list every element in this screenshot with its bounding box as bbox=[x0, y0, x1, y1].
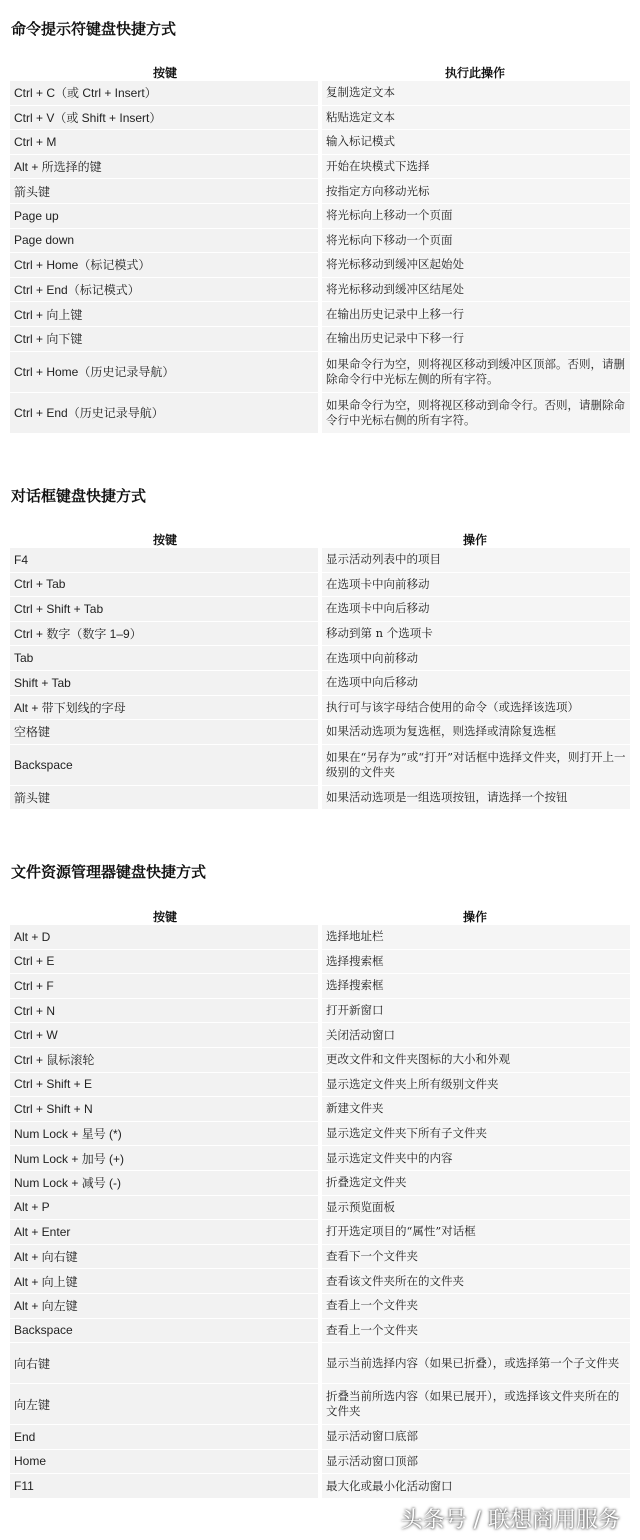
table-row bbox=[10, 154, 630, 179]
shortcut-action: 如果活动选项是一组选项按钮，请选择一个按钮 bbox=[320, 785, 630, 810]
shortcut-key: Home bbox=[10, 1449, 320, 1474]
table-row bbox=[10, 1097, 630, 1122]
shortcut-action: 在选项卡中向前移动 bbox=[320, 572, 630, 597]
table-row bbox=[10, 302, 630, 327]
table-row bbox=[10, 1047, 630, 1072]
table-row bbox=[10, 105, 630, 130]
shortcut-action: 开始在块模式下选择 bbox=[320, 154, 630, 179]
shortcut-key: Alt + P bbox=[10, 1195, 320, 1220]
shortcut-action: 显示选定文件夹中的内容 bbox=[320, 1146, 630, 1171]
section-title-dialog: 对话框键盘快捷方式 bbox=[11, 487, 147, 505]
header-action: 操作 bbox=[462, 533, 487, 547]
header-key: 按键 bbox=[152, 533, 177, 547]
shortcut-action: 选择搜索框 bbox=[320, 949, 630, 974]
shortcut-key: Ctrl + Shift + Tab bbox=[10, 597, 320, 622]
shortcut-key: Ctrl + W bbox=[10, 1023, 320, 1048]
shortcut-key: 向左键 bbox=[10, 1384, 320, 1425]
shortcut-action: 执行可与该字母结合使用的命令（或选择该选项） bbox=[320, 695, 630, 720]
table-row bbox=[10, 646, 630, 671]
shortcut-action: 将光标移动到缓冲区起始处 bbox=[320, 253, 630, 278]
shortcut-key: Ctrl + V（或 Shift + Insert） bbox=[10, 105, 320, 130]
table-row bbox=[10, 1474, 630, 1499]
shortcut-action: 在选项中向后移动 bbox=[320, 670, 630, 695]
shortcut-action: 在输出历史记录中下移一行 bbox=[320, 326, 630, 351]
shortcut-key: Ctrl + Tab bbox=[10, 572, 320, 597]
shortcut-action: 输入标记模式 bbox=[320, 130, 630, 155]
shortcut-action: 显示选定文件夹下所有子文件夹 bbox=[320, 1121, 630, 1146]
shortcut-key: Ctrl + M bbox=[10, 130, 320, 155]
shortcut-key: 箭头键 bbox=[10, 179, 320, 204]
shortcut-key: Alt + 向左键 bbox=[10, 1293, 320, 1318]
shortcut-key: Ctrl + N bbox=[10, 998, 320, 1023]
shortcut-key: Alt + 带下划线的字母 bbox=[10, 695, 320, 720]
shortcut-action: 打开新窗口 bbox=[320, 998, 630, 1023]
table-row bbox=[10, 1293, 630, 1318]
shortcut-key: Ctrl + 数字（数字 1–9） bbox=[10, 621, 320, 646]
header-key: 按键 bbox=[152, 910, 177, 924]
shortcut-action: 查看上一个文件夹 bbox=[320, 1293, 630, 1318]
table-row bbox=[10, 597, 630, 622]
shortcut-action: 显示活动窗口顶部 bbox=[320, 1449, 630, 1474]
table-row bbox=[10, 621, 630, 646]
watermark: 头条号 / 联想商用服务 bbox=[400, 1508, 620, 1533]
shortcut-action: 显示当前选择内容（如果已折叠），或选择第一个子文件夹 bbox=[320, 1343, 630, 1384]
table-row bbox=[10, 277, 630, 302]
table-row bbox=[10, 785, 630, 810]
table-row bbox=[10, 253, 630, 278]
table-row bbox=[10, 1343, 630, 1384]
shortcut-action: 显示预览面板 bbox=[320, 1195, 630, 1220]
shortcut-key: Num Lock + 减号 (-) bbox=[10, 1170, 320, 1195]
shortcut-action: 选择搜索框 bbox=[320, 974, 630, 999]
shortcut-action: 更改文件和文件夹图标的大小和外观 bbox=[320, 1047, 630, 1072]
shortcut-action: 将光标向下移动一个页面 bbox=[320, 228, 630, 253]
shortcut-action: 折叠选定文件夹 bbox=[320, 1170, 630, 1195]
shortcut-action: 显示选定文件夹上所有级别文件夹 bbox=[320, 1072, 630, 1097]
shortcut-key: Ctrl + 向下键 bbox=[10, 326, 320, 351]
shortcut-action: 显示活动窗口底部 bbox=[320, 1425, 630, 1450]
table-row bbox=[10, 974, 630, 999]
table-header-row bbox=[10, 528, 630, 548]
table-row bbox=[10, 1318, 630, 1343]
shortcut-key: Num Lock + 星号 (*) bbox=[10, 1121, 320, 1146]
shortcut-key: Ctrl + F bbox=[10, 974, 320, 999]
shortcut-key: 向右键 bbox=[10, 1343, 320, 1384]
shortcut-table-explorer bbox=[10, 905, 630, 1499]
shortcut-key: 箭头键 bbox=[10, 785, 320, 810]
table-row bbox=[10, 1121, 630, 1146]
table-row bbox=[10, 572, 630, 597]
shortcut-key: F4 bbox=[10, 548, 320, 572]
shortcut-action: 显示活动列表中的项目 bbox=[320, 548, 630, 572]
shortcut-key: Shift + Tab bbox=[10, 670, 320, 695]
shortcut-action: 查看下一个文件夹 bbox=[320, 1244, 630, 1269]
table-row bbox=[10, 548, 630, 572]
shortcut-action: 新建文件夹 bbox=[320, 1097, 630, 1122]
shortcut-action: 如果命令行为空，则将视区移动到缓冲区顶部。否则，请删除命令行中光标左侧的所有字符。 bbox=[320, 351, 630, 392]
shortcut-key: Alt + Enter bbox=[10, 1220, 320, 1245]
shortcut-action: 折叠当前所选内容（如果已展开），或选择该文件夹所在的文件夹 bbox=[320, 1384, 630, 1425]
shortcut-key: Alt + 向上键 bbox=[10, 1269, 320, 1294]
table-row bbox=[10, 130, 630, 155]
shortcut-action: 移动到第 n 个选项卡 bbox=[320, 621, 630, 646]
table-row bbox=[10, 949, 630, 974]
table-row bbox=[10, 1072, 630, 1097]
table-row bbox=[10, 925, 630, 949]
shortcut-key: Ctrl + 鼠标滚轮 bbox=[10, 1047, 320, 1072]
header-action: 执行此操作 bbox=[444, 66, 505, 80]
shortcut-key: Ctrl + E bbox=[10, 949, 320, 974]
shortcut-key: Ctrl + Home（历史记录导航） bbox=[10, 351, 320, 392]
table-header-row bbox=[10, 905, 630, 925]
table-row bbox=[10, 228, 630, 253]
shortcut-action: 选择地址栏 bbox=[320, 925, 630, 949]
shortcut-key: Ctrl + Home（标记模式） bbox=[10, 253, 320, 278]
shortcut-action: 将光标向上移动一个页面 bbox=[320, 203, 630, 228]
table-row bbox=[10, 392, 630, 433]
table-row bbox=[10, 81, 630, 105]
table-row bbox=[10, 1023, 630, 1048]
table-row bbox=[10, 326, 630, 351]
table-row bbox=[10, 179, 630, 204]
shortcut-action: 查看该文件夹所在的文件夹 bbox=[320, 1269, 630, 1294]
shortcut-action: 按指定方向移动光标 bbox=[320, 179, 630, 204]
table-row bbox=[10, 1146, 630, 1171]
shortcut-key: Page down bbox=[10, 228, 320, 253]
shortcut-table-cmd bbox=[10, 61, 630, 434]
shortcut-key: Ctrl + End（历史记录导航） bbox=[10, 392, 320, 433]
shortcut-key: Backspace bbox=[10, 744, 320, 785]
shortcut-key: End bbox=[10, 1425, 320, 1450]
shortcut-key: Num Lock + 加号 (+) bbox=[10, 1146, 320, 1171]
section-title-explorer: 文件资源管理器键盘快捷方式 bbox=[11, 863, 207, 881]
table-row bbox=[10, 720, 630, 745]
shortcut-key: Backspace bbox=[10, 1318, 320, 1343]
header-action: 操作 bbox=[462, 910, 487, 924]
shortcut-action: 将光标移动到缓冲区结尾处 bbox=[320, 277, 630, 302]
shortcut-key: Alt + D bbox=[10, 925, 320, 949]
table-row bbox=[10, 670, 630, 695]
shortcut-key: 空格键 bbox=[10, 720, 320, 745]
shortcut-action: 在选项中向前移动 bbox=[320, 646, 630, 671]
table-row bbox=[10, 744, 630, 785]
shortcut-action: 关闭活动窗口 bbox=[320, 1023, 630, 1048]
shortcut-key: Ctrl + 向上键 bbox=[10, 302, 320, 327]
shortcut-action: 打开选定项目的“属性”对话框 bbox=[320, 1220, 630, 1245]
shortcut-action: 查看上一个文件夹 bbox=[320, 1318, 630, 1343]
shortcut-key: Ctrl + Shift + E bbox=[10, 1072, 320, 1097]
table-row bbox=[10, 203, 630, 228]
table-header-row bbox=[10, 61, 630, 81]
shortcut-key: Ctrl + End（标记模式） bbox=[10, 277, 320, 302]
table-row bbox=[10, 1384, 630, 1425]
table-row bbox=[10, 1269, 630, 1294]
table-row bbox=[10, 1449, 630, 1474]
shortcut-key: Page up bbox=[10, 203, 320, 228]
section-title-cmd: 命令提示符键盘快捷方式 bbox=[11, 20, 177, 38]
table-row bbox=[10, 1220, 630, 1245]
shortcut-action: 粘贴选定文本 bbox=[320, 105, 630, 130]
shortcut-key: Alt + 所选择的键 bbox=[10, 154, 320, 179]
table-row bbox=[10, 1170, 630, 1195]
shortcut-action: 如果活动选项为复选框，则选择或清除复选框 bbox=[320, 720, 630, 745]
shortcut-action: 复制选定文本 bbox=[320, 81, 630, 105]
shortcut-action: 在输出历史记录中上移一行 bbox=[320, 302, 630, 327]
shortcut-key: Alt + 向右键 bbox=[10, 1244, 320, 1269]
shortcut-key: Ctrl + Shift + N bbox=[10, 1097, 320, 1122]
shortcut-key: Tab bbox=[10, 646, 320, 671]
table-row bbox=[10, 1195, 630, 1220]
shortcut-key: F11 bbox=[10, 1474, 320, 1499]
shortcut-action: 最大化或最小化活动窗口 bbox=[320, 1474, 630, 1499]
table-row bbox=[10, 998, 630, 1023]
table-row bbox=[10, 695, 630, 720]
shortcut-action: 如果在“另存为”或“打开”对话框中选择文件夹，则打开上一级别的文件夹 bbox=[320, 744, 630, 785]
shortcut-action: 在选项卡中向后移动 bbox=[320, 597, 630, 622]
shortcut-key: Ctrl + C（或 Ctrl + Insert） bbox=[10, 81, 320, 105]
shortcut-table-dialog bbox=[10, 528, 630, 810]
table-row bbox=[10, 1244, 630, 1269]
header-key: 按键 bbox=[152, 66, 177, 80]
shortcut-action: 如果命令行为空，则将视区移动到命令行。否则，请删除命令行中光标右侧的所有字符。 bbox=[320, 392, 630, 433]
table-row bbox=[10, 351, 630, 392]
table-row bbox=[10, 1425, 630, 1450]
